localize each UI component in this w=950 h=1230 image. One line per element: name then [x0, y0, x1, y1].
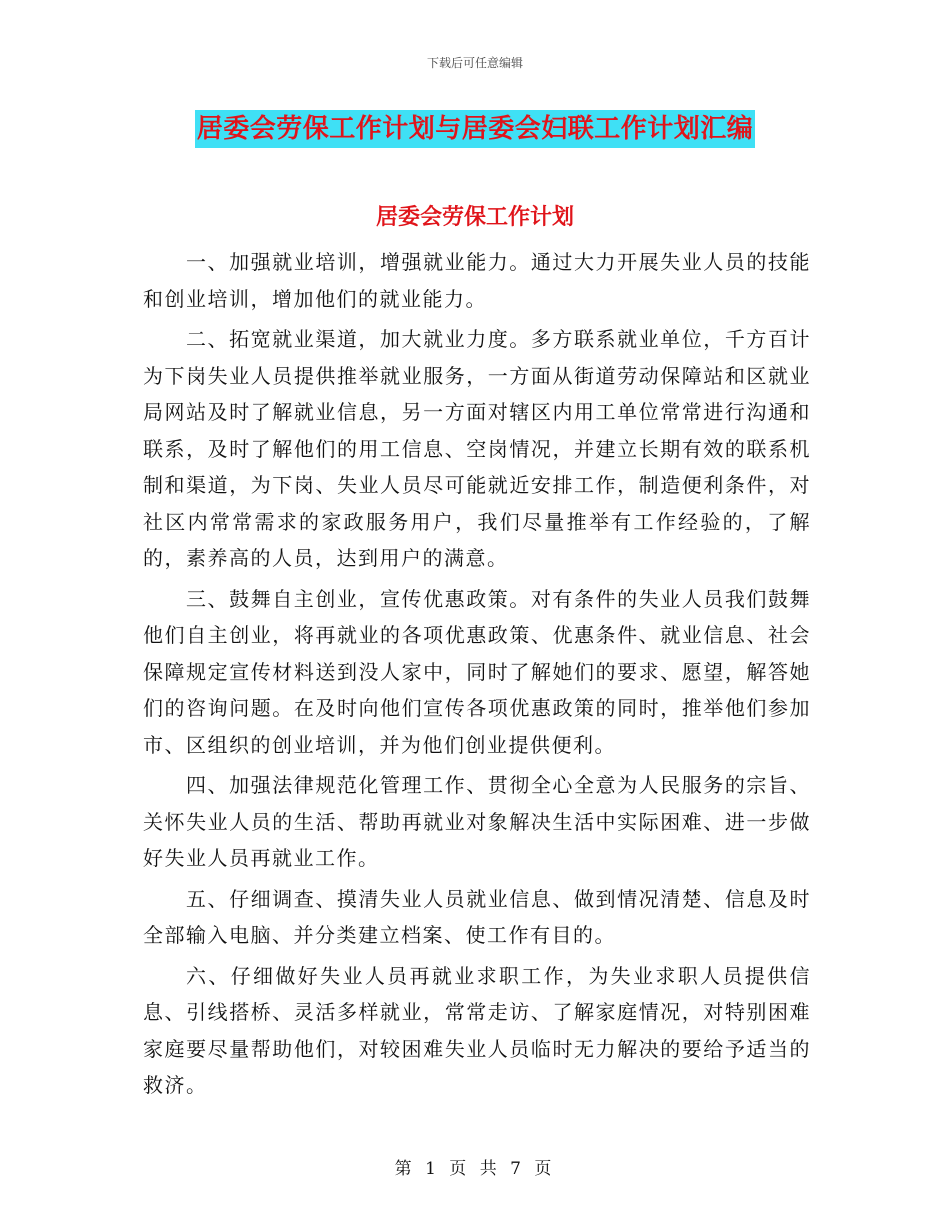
header-note: 下载后可任意编辑 — [426, 56, 523, 70]
paragraph-2: 二、拓宽就业渠道，加大就业力度。多方联系就业单位，千方百计为下岗失业人员提供推举就业服务，一方面从街道劳动保障站和区就业局网站及时了解就业信息，另一方面对辖区内用工单位常常进行沟通和联系，及时了解他们的用工信息、空岗情况，并建立长期有效的联系机制和渠道，为下岗、失业人员尽可能就近安排工作，制造便利条件，对社区内常常需求的家政服务用户，我们尽量推举有工作经验的，了解的，素养高的人员，达到用户的满意。 — [143, 327, 811, 570]
document-body — [143, 244, 811, 1108]
main-title: 居委会劳保工作计划与居委会妇联工作计划汇编 — [195, 110, 756, 148]
paragraph-4: 四、加强法律规范化管理工作、贯彻全心全意为人民服务的宗旨、关怀失业人员的生活、帮助再就业对象解决生活中实际困难、进一步做好失业人员再就业工作。 — [143, 773, 811, 870]
paragraph-3: 三、鼓舞自主创业，宣传优惠政策。对有条件的失业人员我们鼓舞他们自主创业，将再就业的各项优惠政策、优惠条件、就业信息、社会保障规定宣传材料送到没人家中，同时了解她们的要求、愿望，解答她们的咨询问题。在及时向他们宣传各项优惠政策的同时，推举他们参加市、区组织的创业培训，并为他们创业提供便利。 — [143, 586, 811, 757]
section-title: 居委会劳保工作计划 — [375, 204, 574, 230]
page-number-footer: 第 1 页 共 7 页 — [394, 1159, 556, 1179]
paragraph-5: 五、仔细调查、摸清失业人员就业信息、做到情况清楚、信息及时全部输入电脑、并分类建立档案、使工作有目的。 — [143, 886, 811, 947]
main-title-container — [0, 110, 950, 148]
paragraph-1: 一、加强就业培训，增强就业能力。通过大力开展失业人员的技能和创业培训，增加他们的就业能力。 — [143, 250, 811, 311]
paragraph-6: 六、仔细做好失业人员再就业求职工作，为失业求职人员提供信息、引线搭桥、灵活多样就业，常常走访、了解家庭情况，对特别困难家庭要尽量帮助他们，对较困难失业人员临时无力解决的要给予适当的救济。 — [143, 963, 811, 1097]
